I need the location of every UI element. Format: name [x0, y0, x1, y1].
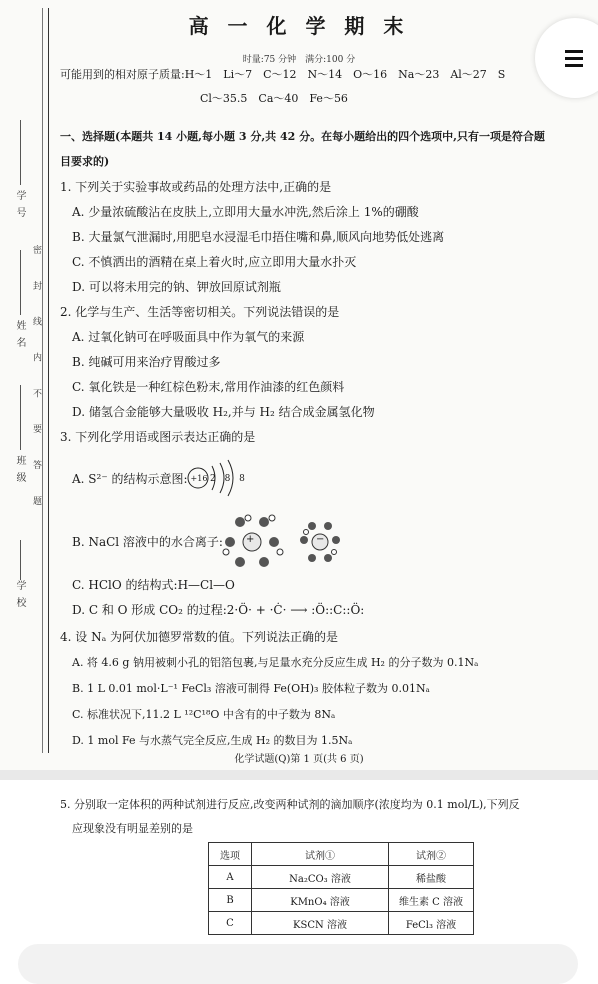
q3-option-d: D. C 和 O 形成 CO₂ 的过程:2·Ö· + ·Ċ· ⟶ :Ö::C::Ö:	[72, 603, 365, 617]
table-row	[209, 889, 474, 912]
table-cell: Na₂CO₃ 溶液	[252, 866, 389, 889]
table-cell: 维生素 C 溶液	[389, 889, 474, 912]
table-cell: KSCN 溶液	[252, 912, 389, 935]
q2-option-d: D. 储氢合金能够大量吸收 H₂,并与 H₂ 结合成金属氢化物	[72, 405, 375, 419]
q4-option-b: B. 1 L 0.01 mol·L⁻¹ FeCl₃ 溶液可制得 Fe(OH)₃ 胶体粒子数为 0.01Nₐ	[72, 682, 430, 695]
school-label: 学 校	[14, 580, 25, 610]
table-header: 选项	[209, 843, 252, 866]
q5-stem: 5. 分别取一定体积的两种试剂进行反应,改变两种试剂的滴加顺序(浓度均为 0.1 mol/L),下列反	[60, 798, 520, 811]
hamburger-icon	[565, 50, 583, 66]
school-underline	[20, 540, 21, 580]
q1-stem: 1. 下列关于实验事故或药品的处理方法中,正确的是	[60, 180, 332, 194]
q4-option-a: A. 将 4.6 g 钠用被刺小孔的铝箔包裹,与足量水充分反应生成 H₂ 的分子数为 0.1Nₐ	[72, 656, 479, 669]
q1-option-d: D. 可以将未用完的钠、钾放回原试剂瓶	[72, 280, 281, 294]
hydrated-ions-diagram	[220, 512, 360, 572]
q4-stem: 4. 设 Nₐ 为阿伏加德罗常数的值。下列说法正确的是	[60, 630, 339, 644]
q2-stem: 2. 化学与生产、生活等密切相关。下列说法错误的是	[60, 305, 340, 319]
table-row	[209, 866, 474, 889]
sulfide-electron-shells: 2 8 8	[210, 474, 248, 484]
q4-option-d: D. 1 mol Fe 与水蒸气完全反应,生成 H₂ 的数目为 1.5Nₐ	[72, 734, 353, 747]
table-cell: B	[209, 889, 252, 912]
table-cell: 稀盐酸	[389, 866, 474, 889]
section-heading: 一、选择题(本题共 14 小题,每小题 3 分,共 42 分。在每小题给出的四个选项中,只有一项是符合题	[60, 130, 545, 143]
q5-stem-cont: 应现象没有明显差别的是	[72, 822, 193, 835]
q3-stem: 3. 下列化学用语或图示表达正确的是	[60, 430, 256, 444]
seal-notice: 密 封 线 内 不 要 答 题	[31, 245, 41, 518]
q1-option-b: B. 大量氯气泄漏时,用肥皂水浸湿毛巾捂住嘴和鼻,顺风向地势低处逃离	[72, 230, 445, 244]
time-score: 时量:75 分钟 满分:100 分	[242, 55, 356, 65]
page-footer: 化学试题(Q)第 1 页(共 6 页)	[234, 754, 364, 765]
number-label: 学 号	[14, 190, 25, 220]
table-cell: FeCl₃ 溶液	[389, 912, 474, 935]
name-label: 姓 名	[14, 320, 25, 350]
atomic-masses-line1: 可能用到的相对原子质量:H～1 Li～7 C～12 N～14 O～16 Na～23 Al～27 S	[60, 68, 506, 81]
q4-option-c: C. 标准状况下,11.2 L ¹²C¹⁸O 中含有的中子数为 8Nₐ	[72, 708, 336, 721]
sulfide-nucleus-charge: +16	[190, 474, 208, 483]
q3-option-a: A. S²⁻ 的结构示意图:	[72, 472, 188, 486]
table-header: 试剂①	[252, 843, 389, 866]
q2-option-a: A. 过氧化钠可在呼吸面具中作为氧气的来源	[72, 330, 305, 344]
section-heading-cont: 目要求的)	[60, 155, 110, 168]
class-label: 班 级	[14, 455, 25, 485]
bottom-toolbar[interactable]	[18, 944, 578, 984]
table-cell: C	[209, 912, 252, 935]
q1-option-a: A. 少量浓硫酸沾在皮肤上,立即用大量水冲洗,然后涂上 1%的硼酸	[72, 205, 419, 219]
name-underline	[20, 250, 21, 315]
anion-charge: −	[316, 534, 325, 545]
binding-line	[48, 8, 49, 753]
page-gap	[0, 770, 598, 780]
q2-option-b: B. 纯碱可用来治疗胃酸过多	[72, 355, 221, 369]
q3-option-b: B. NaCl 溶液中的水合离子:	[72, 535, 223, 549]
table-header-row	[209, 843, 474, 866]
cation-charge: +	[246, 534, 255, 545]
q5-options-table	[208, 842, 474, 935]
class-underline	[20, 385, 21, 450]
q2-option-c: C. 氧化铁是一种红棕色粉末,常用作油漆的红色颜料	[72, 380, 345, 394]
q1-option-c: C. 不慎洒出的酒精在桌上着火时,应立即用大量水扑灭	[72, 255, 357, 269]
table-cell: A	[209, 866, 252, 889]
table-header: 试剂②	[389, 843, 474, 866]
atomic-masses-line2: Cl～35.5 Ca～40 Fe～56	[200, 92, 348, 105]
q3-option-c: C. HClO 的结构式:H—Cl—O	[72, 578, 235, 592]
table-row	[209, 912, 474, 935]
number-underline	[20, 120, 21, 185]
page-title: 高 一 化 学 期 末	[188, 14, 410, 38]
table-cell: KMnO₄ 溶液	[252, 889, 389, 912]
